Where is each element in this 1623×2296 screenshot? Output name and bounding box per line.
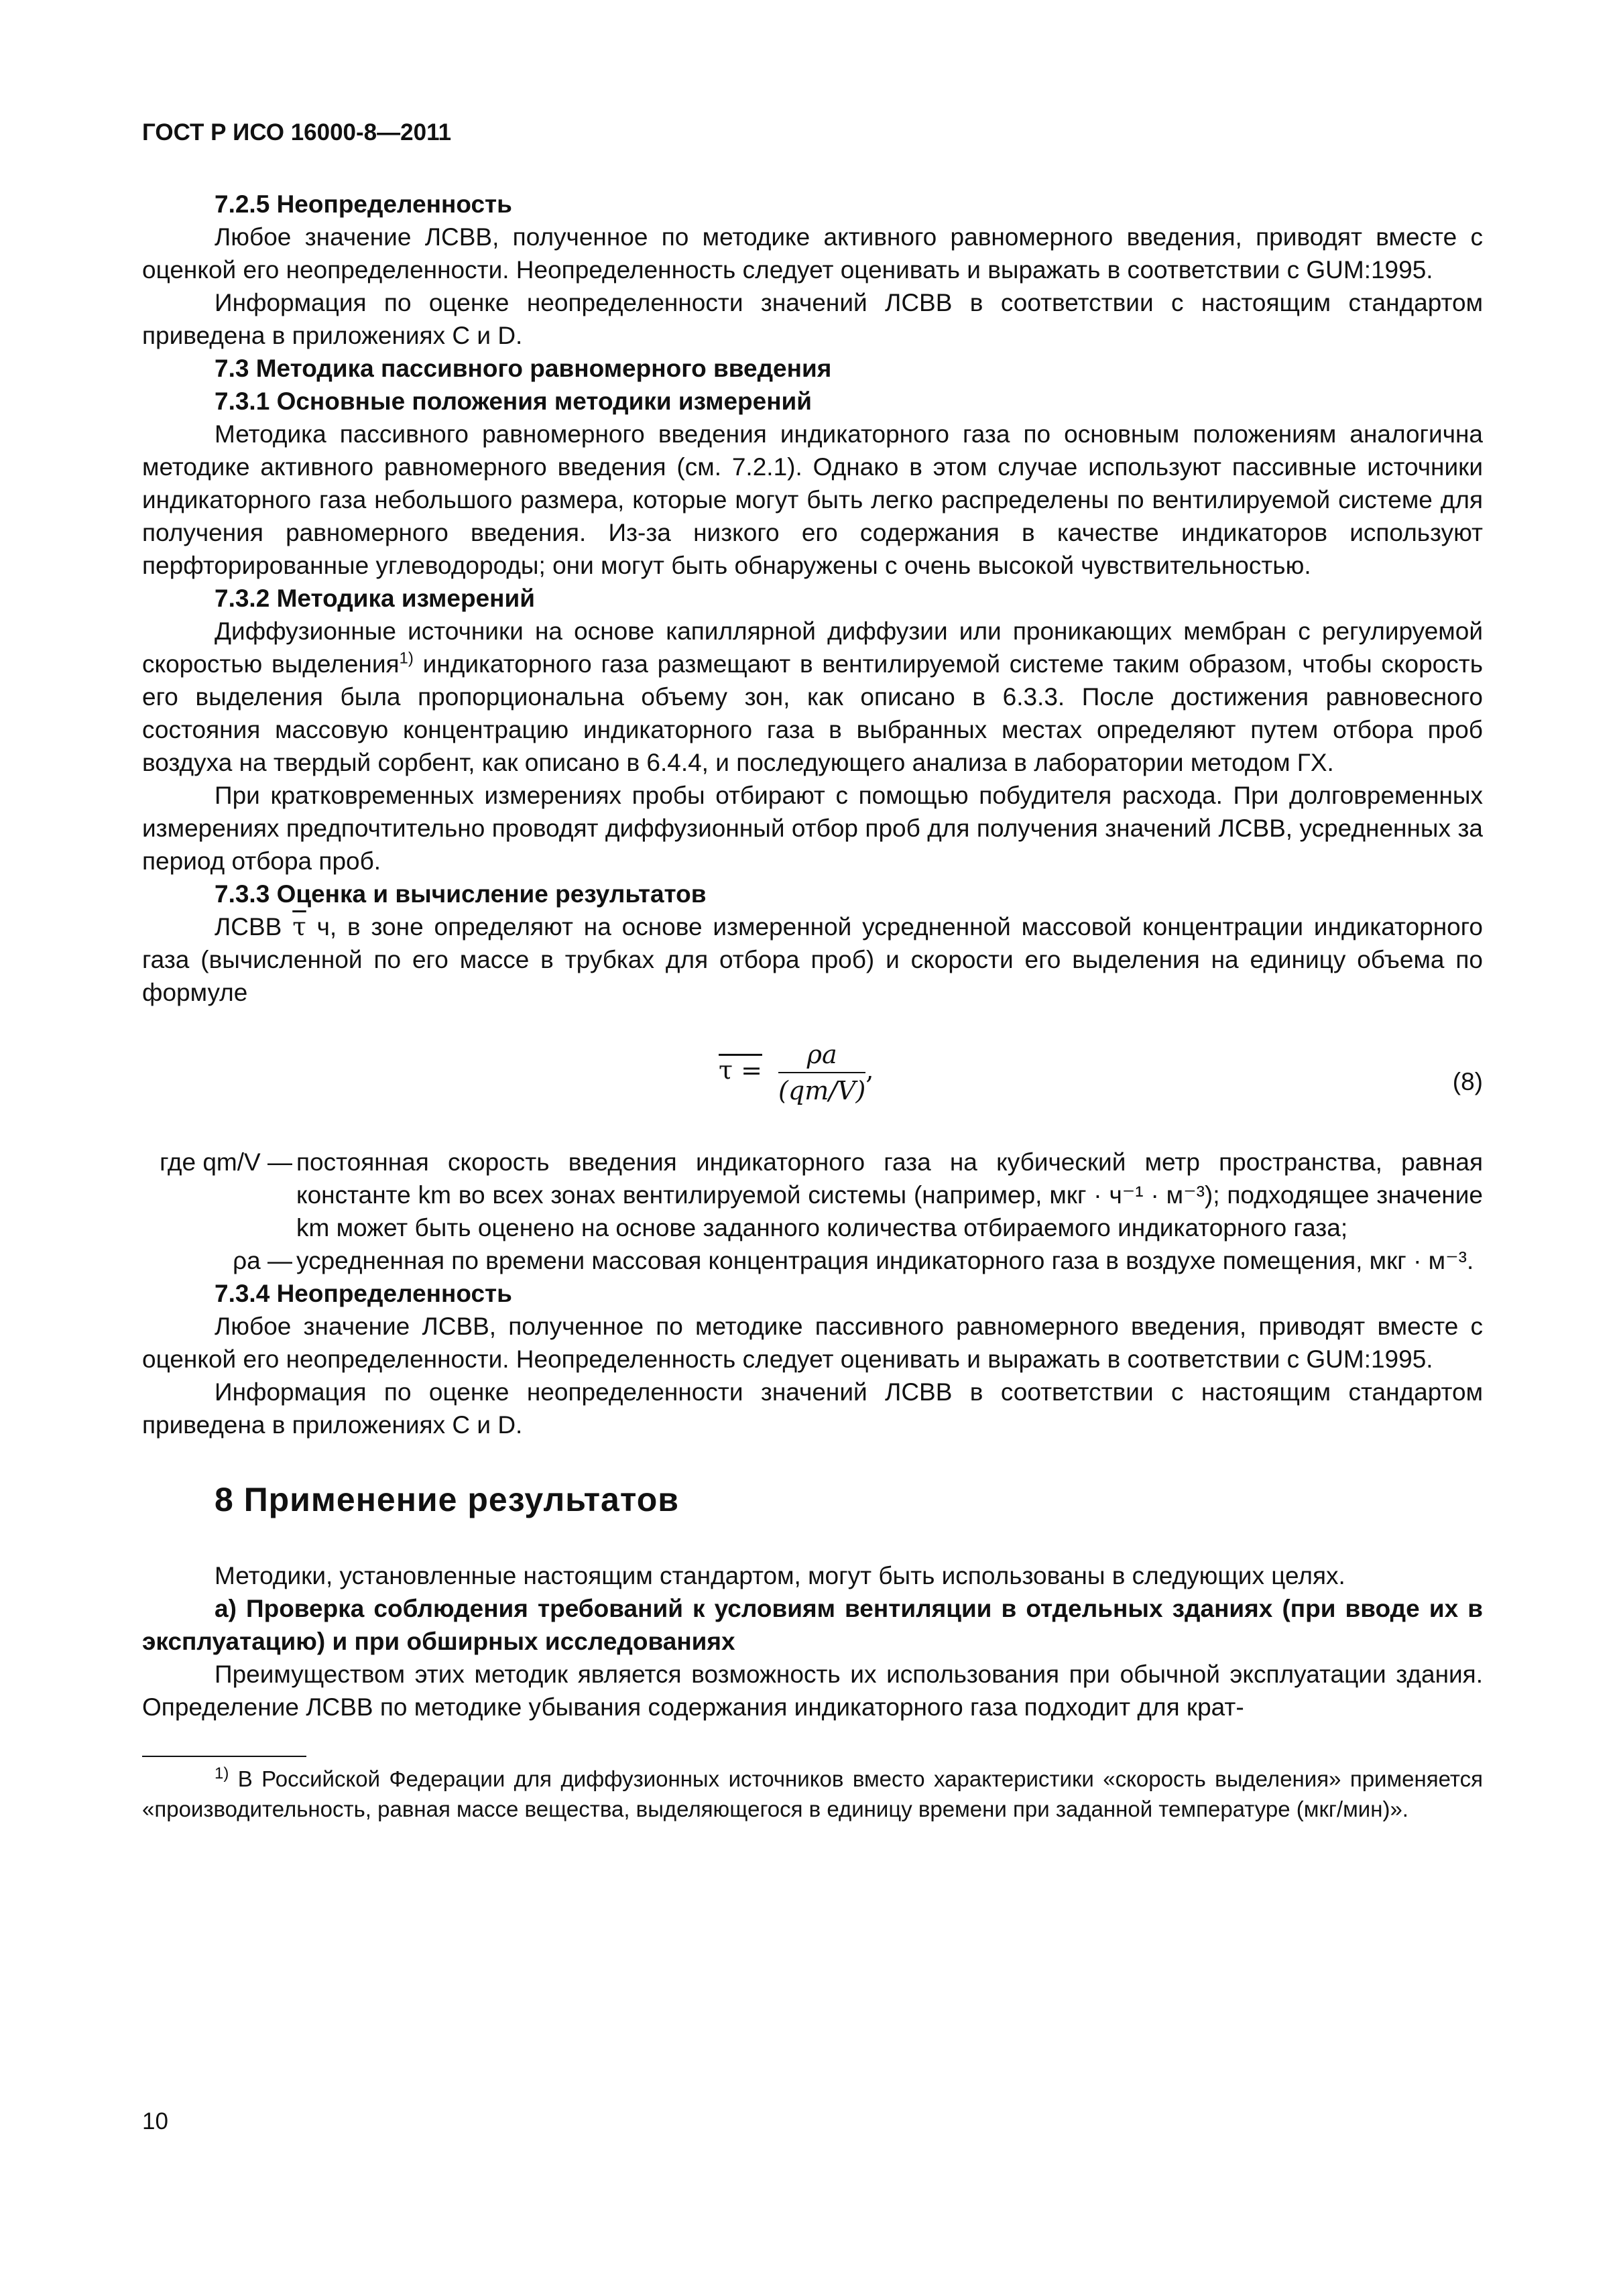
page-number: 10: [142, 2108, 168, 2134]
section-7-2-5-paragraph-2: Информация по оценке неопределенности значений ЛСВВ в соответствии с настоящим стандартом приведена в приложениях С и D.: [142, 289, 1483, 349]
legend-term-qm-v: где qm/V —: [160, 1148, 292, 1176]
formula-8: [142, 1040, 1483, 1140]
section-7-3-2-paragraph-1: Диффузионные источники на основе капиллярной диффузии или проникающих мембран с регулируемой скоростью выделения$^{1)}$ индикаторного газа размещают в вентилируемой системе таким образом, чтобы скорость его выделения была пропорциональна объему зон, как описано в 6.3.3. После достижения равновесного состояния массовую концентрацию индикаторного газа в выбранных местах определяют путем отбора проб воздуха на твердый сорбент, как описано в 6.4.4, и последующего анализа в лаборатории методом ГХ.: [142, 617, 1483, 776]
section-7-2-5-heading: 7.2.5 Неопределенность: [215, 190, 512, 218]
document-page: [142, 119, 1483, 1824]
section-7-2-5-paragraph-1: Любое значение ЛСВВ, полученное по методике активного равномерного введения, приводят вместе с оценкой его неопределенности. Неопределенность следует оценивать и выражать в соответствии с GUM:1995.: [142, 223, 1483, 284]
section-7-3-heading: 7.3 Методика пассивного равномерного введения: [215, 355, 832, 382]
formula-fraction: [778, 1040, 865, 1105]
section-7-3-2-heading: 7.3.2 Методика измерений: [215, 585, 536, 612]
section-7-3-3-paragraph: ЛСВВ $\overline{\tau}$ ч, в зоне определяют на основе измеренной усредненной массовой концентрации индикаторного газа (вычисленной по его массе в трубках для отбора проб) и скорости его выделения на единицу объема по формуле: [142, 912, 1484, 1006]
legend-term-rho-a: ρa —: [233, 1247, 292, 1274]
formula-expression: τ = $\frac{\rho a}{(qm/V)}$ ,: [719, 1040, 874, 1105]
formula-numerator: ρa: [778, 1040, 865, 1073]
section-8-item-a-heading: а) Проверка соблюдения требований к условиям вентиляции в отдельных зданиях (при вводе их в эксплуатацию) и при обширных исследованиях: [142, 1595, 1483, 1655]
section-8-heading: 8 Применение результатов: [215, 1481, 679, 1518]
section-7-3-4-heading: 7.3.4 Неопределенность: [215, 1280, 512, 1307]
section-8-paragraph-2: Преимуществом этих методик является возможность их использования при обычной эксплуатации здания. Определение ЛСВВ по методике убывания содержания индикаторного газа подходит для крат-: [142, 1660, 1483, 1721]
section-7-3-4-paragraph-2: Информация по оценке неопределенности значений ЛСВВ в соответствии с настоящим стандартом приведена в приложениях С и D.: [142, 1378, 1483, 1439]
section-7-3-4-paragraph-1: Любое значение ЛСВВ, полученное по методике пассивного равномерного введения, приводят вместе с оценкой его неопределенности. Неопределенность следует оценивать и выражать в соответствии с GUM:1995.: [142, 1313, 1483, 1373]
section-7-3-1-heading: 7.3.1 Основные положения методики измерений: [215, 387, 813, 415]
footnote-marker: 1): [215, 1764, 229, 1783]
legend-desc-rho-a: усредненная по времени массовая концентрация индикаторного газа в воздухе помещения, мкг · м⁻³.: [296, 1247, 1474, 1274]
section-7-3-1-paragraph: Методика пассивного равномерного введения индикаторного газа по основным положениям аналогична методике активного равномерного введения (см. 7.2.1). Однако в этом случае используют пассивные источники индикаторного газа небольшого размера, которые могут быть легко распределены по вентилируемой системе для получения равномерного введения. Из-за низкого его содержания в качестве индикаторов используют перфторированные углеводороды; они могут быть обнаружены с очень высокой чувствительностью.: [142, 420, 1483, 579]
document-header: ГОСТ Р ИСО 16000-8—2011: [142, 119, 452, 145]
footnote: $^{1)}$ В Российской Федерации для диффузионных источников вместо характеристики «скорость выделения» применяется «производительность, равная массе вещества, выделяющегося в единицу времени при заданной температуре (мкг/мин)».: [142, 1764, 1483, 1821]
formula-lhs: τ =: [719, 1055, 762, 1085]
equation-number: (8): [1452, 1068, 1483, 1095]
tau-symbol: $\overline{\tau}$: [292, 912, 306, 941]
section-7-3-3-heading: 7.3.3 Оценка и вычисление результатов: [215, 880, 707, 908]
section-8-paragraph-1: Методики, установленные настоящим стандартом, могут быть использованы в следующих целях.: [215, 1562, 1345, 1589]
formula-legend: [142, 1146, 1483, 1277]
formula-denominator: (qm/V): [778, 1076, 866, 1105]
footnote-reference: 1): [399, 649, 414, 668]
section-7-3-2-paragraph-2: При кратковременных измерениях пробы отбирают с помощью побудителя расхода. При долговременных измерениях предпочтительно проводят диффузионный отбор проб для получения значений ЛСВВ, усредненных за период отбора проб.: [142, 782, 1483, 875]
footnote-divider: [142, 1756, 306, 1757]
legend-desc-qm-v: постоянная скорость введения индикаторного газа на кубический метр пространства, равная константе km во всех зонах вентилируемой системы (например, мкг · ч⁻¹ · м⁻³); подходящее значение km может быть оценено на основе заданного количества отбираемого индикаторного газа;: [296, 1148, 1483, 1242]
